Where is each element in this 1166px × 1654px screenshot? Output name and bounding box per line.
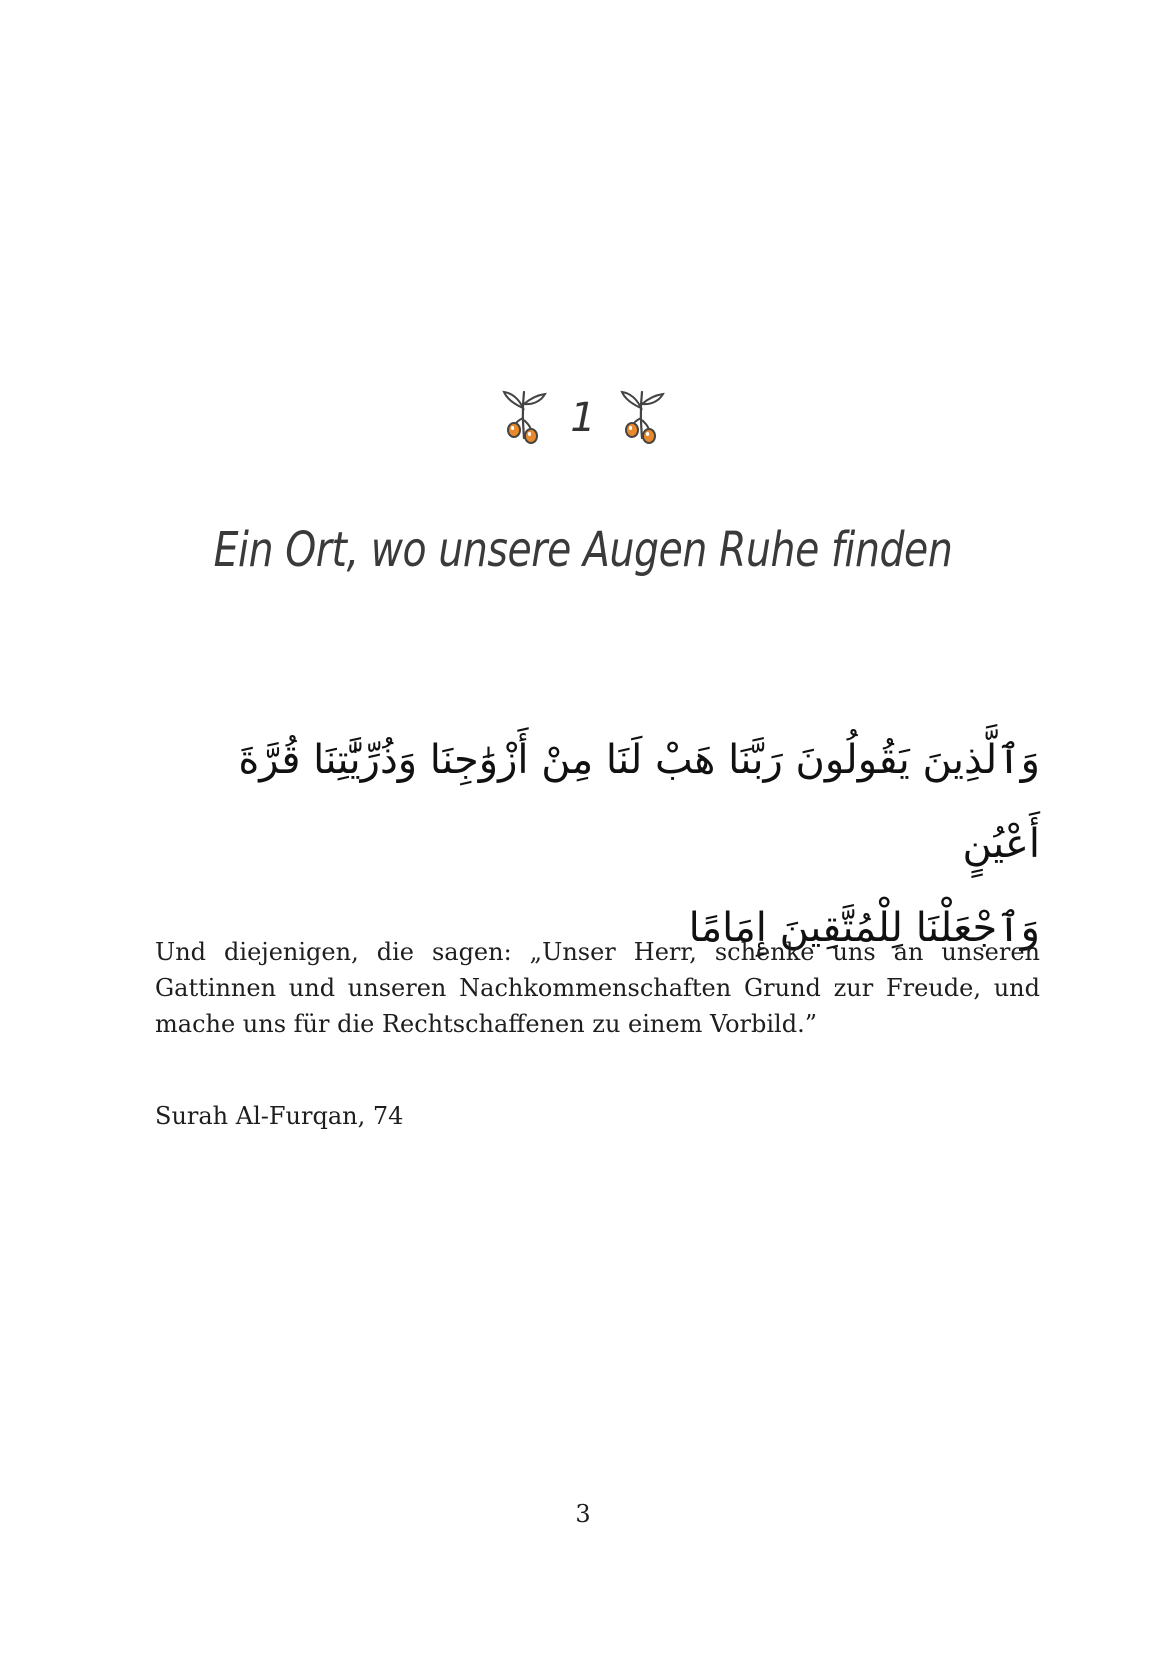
- chapter-title: Ein Ort, wo unsere Augen Ruhe finden: [213, 522, 953, 578]
- olive-branch-icon: [498, 386, 550, 444]
- olive-branch-icon: [616, 386, 668, 444]
- chapter-number: 1: [570, 395, 596, 441]
- page-number: 3: [575, 1500, 591, 1528]
- arabic-verse-line: وَٱجْعَلْنَا لِلْمُتَّقِينَ إِمَامًا: [688, 905, 1040, 951]
- arabic-verse: [150, 718, 1040, 970]
- verse-source: Surah Al-Furqan, 74: [155, 1102, 404, 1130]
- chapter-header: [0, 385, 1166, 445]
- verse-translation: Und diejenigen, die sagen: „Unser Herr, schenke uns an unseren Gattinnen und unseren Nachkommenschaften Grund zur Freude, und mache uns für die Rechtschaffenen zu einem Vorbild.”: [155, 938, 1040, 1038]
- arabic-verse-line: وَٱلَّذِينَ يَقُولُونَ رَبَّنَا هَبْ لَنَا مِنْ أَزْوَٰجِنَا وَذُرِّيَّٰتِنَا قُرَّةَ أَعْيُنٍ: [238, 737, 1040, 867]
